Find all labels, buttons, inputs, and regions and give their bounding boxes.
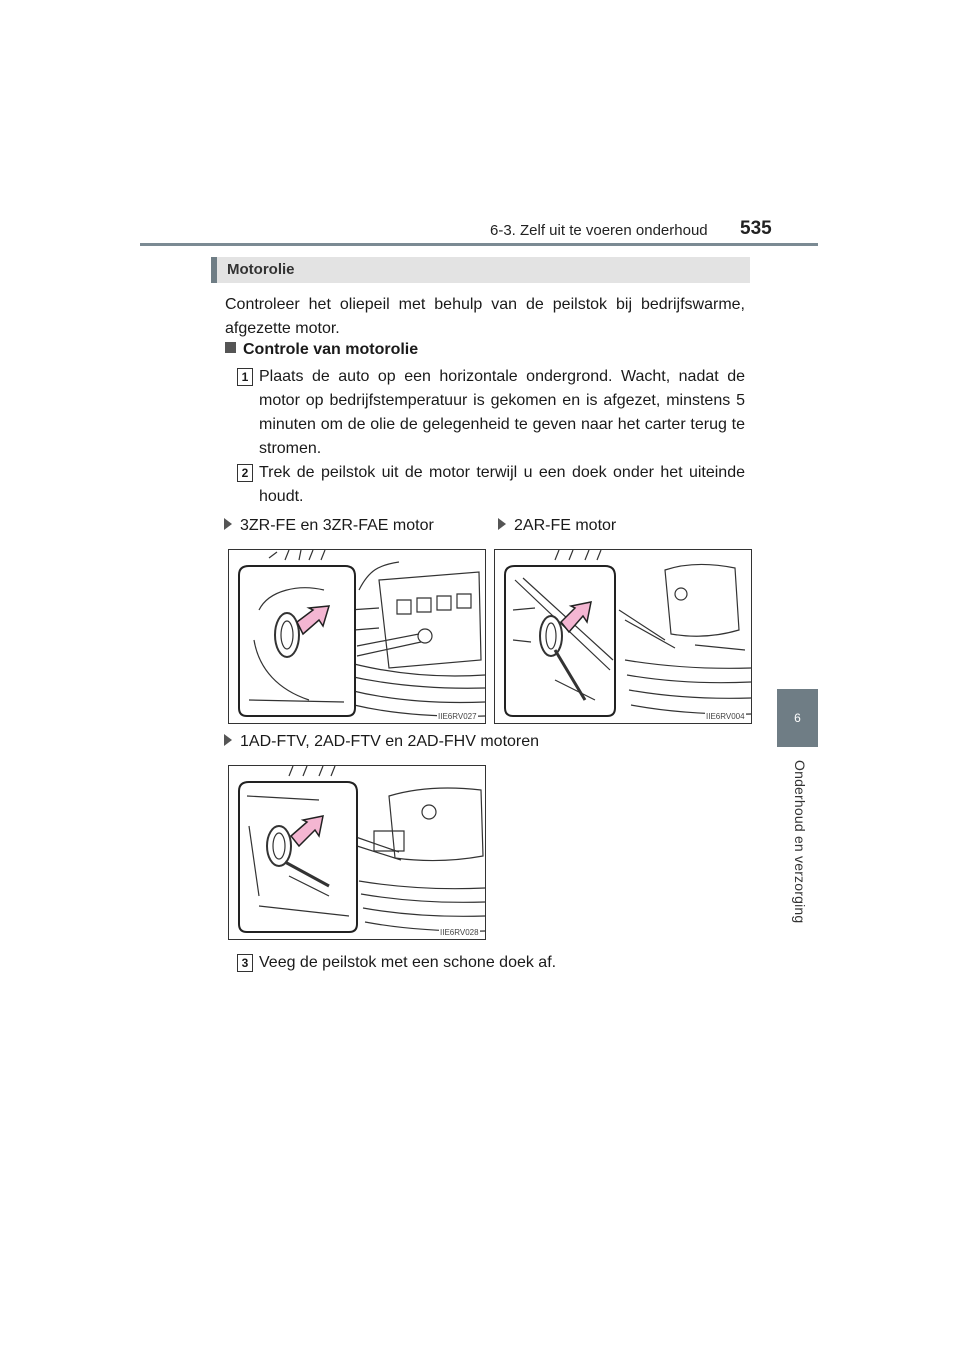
chapter-number: 6 xyxy=(794,711,801,725)
chapter-label: Onderhoud en verzorging xyxy=(792,760,808,924)
engine-drawing-2 xyxy=(495,550,751,723)
figure-label-2: 2AR-FE motor xyxy=(498,517,616,535)
heading-accent xyxy=(211,257,217,283)
triangle-bullet-icon xyxy=(498,518,506,530)
chapter-tab xyxy=(777,689,818,747)
triangle-bullet-icon xyxy=(224,734,232,746)
engine-drawing-3 xyxy=(229,766,485,939)
step-text-2: Trek de peilstok uit de motor terwijl u een doek onder het uiteinde houdt. xyxy=(259,464,745,505)
step-number-2: 2 xyxy=(237,464,253,482)
figure-code-1: IIE6RV027 xyxy=(438,712,477,721)
section-heading xyxy=(211,257,750,283)
engine-illustration-3 xyxy=(228,765,486,940)
engine-illustration-2 xyxy=(494,549,752,724)
page-number: 535 xyxy=(740,218,772,239)
engine-drawing-1 xyxy=(229,550,485,723)
step-text-3: Veeg de peilstok met een schone doek af. xyxy=(259,954,557,971)
step-number-1: 1 xyxy=(237,368,253,386)
header-rule xyxy=(140,243,818,246)
figure-label-3: 1AD-FTV, 2AD-FTV en 2AD-FHV motoren xyxy=(224,733,539,751)
engine-illustration-1 xyxy=(228,549,486,724)
intro-paragraph: Controleer het oliepeil met behulp van de peilstok bij bedrijfswarme, afgezette motor. xyxy=(225,296,745,337)
step-text-1: Plaats de auto op een horizontale ondergrond. Wacht, nadat de motor op bedrijfstemperatuur is gekomen en is afgezet, minstens 5 minuten om de olie de gelegenheid te geven naar het carter terug te stromen. xyxy=(259,368,745,457)
triangle-bullet-icon xyxy=(224,518,232,530)
figure-label-1: 3ZR-FE en 3ZR-FAE motor xyxy=(224,517,434,535)
subheading-text: Controle van motorolie xyxy=(243,341,419,358)
square-bullet-icon xyxy=(225,342,236,353)
figure-code-3: IIE6RV028 xyxy=(440,928,479,937)
section-heading-text: Motorolie xyxy=(227,261,295,278)
step-number-3: 3 xyxy=(237,954,253,972)
section-title: 6-3. Zelf uit te voeren onderhoud xyxy=(490,222,708,239)
subheading xyxy=(225,341,418,359)
figure-code-2: IIE6RV004 xyxy=(706,712,745,721)
